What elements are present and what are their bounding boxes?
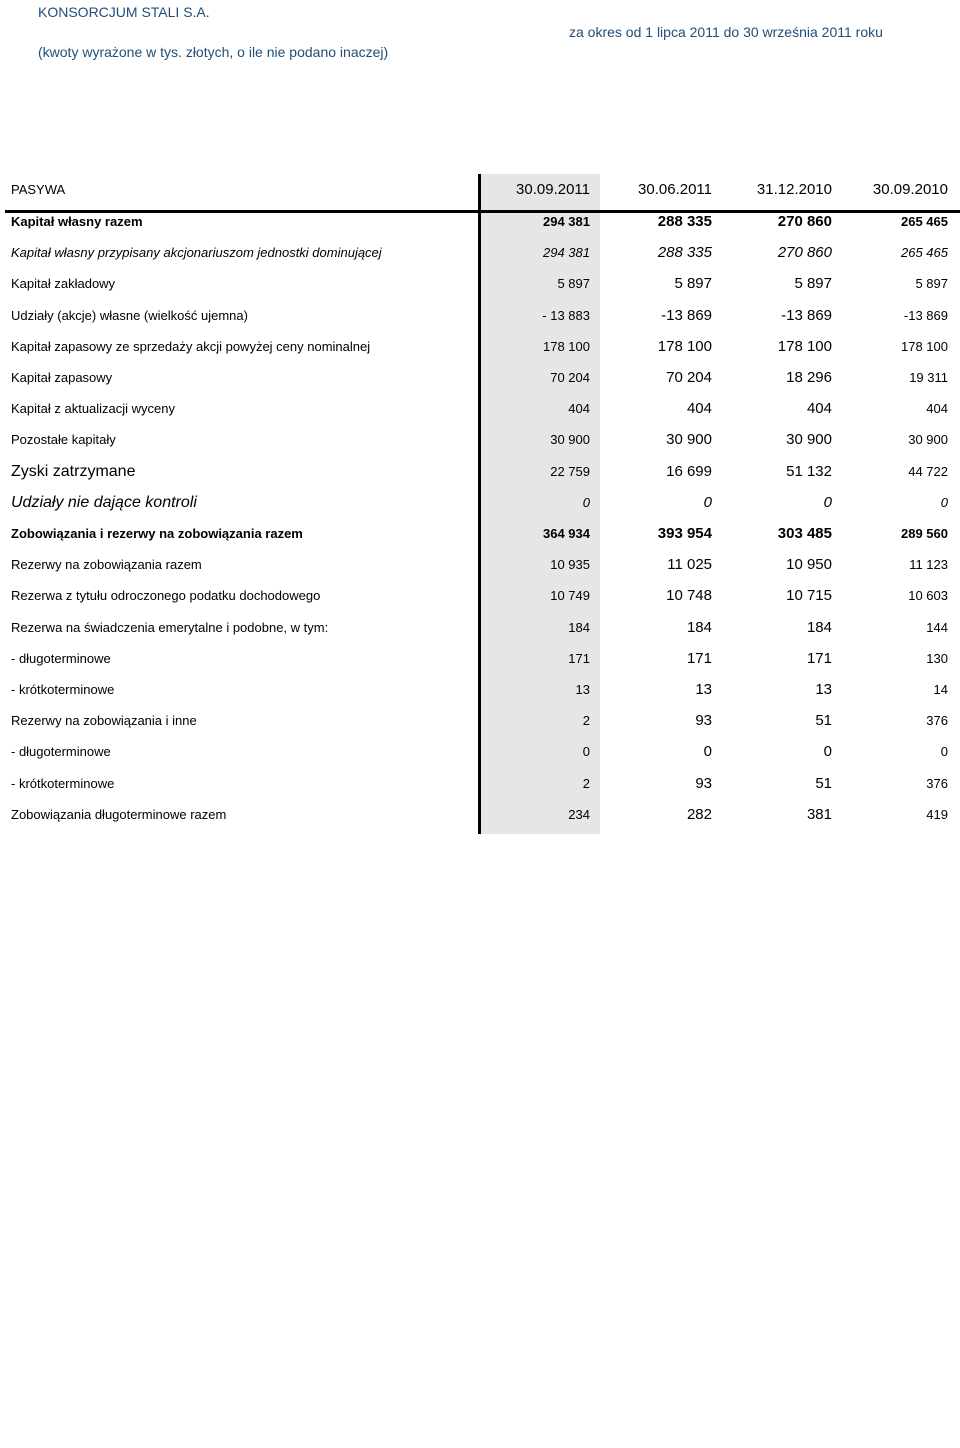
column-header: 30.06.2011 [638,181,712,198]
row-value: 184 [806,618,832,636]
row-value: 178 100 [657,337,712,355]
table-row [0,268,960,299]
row-value: 270 860 [777,244,832,262]
row-value: -13 869 [661,306,712,324]
row-value: 294 381 [543,245,590,261]
row-label: Kapitał zapasowy [11,370,113,385]
row-label: Udziały nie dające kontroli [11,493,197,511]
row-value: 130 [926,650,948,666]
row-value: 10 715 [786,587,832,605]
row-value: 5 897 [557,276,590,292]
row-value: 282 [686,805,712,823]
row-value: - 13 883 [542,307,590,323]
row-value: 288 335 [657,244,712,262]
row-value: 30 900 [550,432,590,448]
row-label: Zobowiązania długoterminowe razem [11,806,227,822]
row-label: - długoterminowe [11,650,111,666]
row-value: 404 [568,401,590,417]
row-value: 419 [926,806,948,822]
row-value: 18 296 [786,369,832,386]
row-label: Zobowiązania i rezerwy na zobowiązania razem [11,526,303,541]
row-value: 10 603 [908,588,948,604]
row-value: 30 900 [908,432,948,448]
row-value: 270 860 [777,213,832,230]
row-label: - krótkoterminowe [11,775,115,791]
company-name: KONSORCJUM STALI S.A. [38,4,210,20]
row-value: 289 560 [901,526,948,541]
row-value: 51 [815,712,832,730]
row-value: 10 935 [550,557,590,573]
row-value: 393 954 [657,525,712,542]
row-value: 0 [823,493,832,511]
row-value: 265 465 [901,214,948,229]
row-value: 44 722 [908,463,948,479]
row-value: 0 [703,743,712,761]
row-value: 70 204 [550,370,590,385]
row-value: 404 [686,400,712,418]
row-value: 404 [926,401,948,417]
units-note: (kwoty wyrażone w tys. złotych, o ile nie podano inaczej) [38,44,389,60]
row-value: 2 [582,775,590,791]
row-value: 178 100 [777,337,832,355]
table-row [0,300,960,331]
row-value: 5 897 [794,275,832,293]
column-header: 31.12.2010 [756,181,832,198]
row-value: 303 485 [777,525,832,542]
table-row [0,331,960,362]
table-row [0,580,960,611]
row-value: 51 132 [786,462,832,480]
table-row [0,206,960,237]
table-row [0,768,960,799]
row-value: 14 [933,682,948,697]
table-row [0,237,960,268]
row-value: 0 [582,744,590,760]
table-row [0,487,960,518]
table-row [0,393,960,424]
row-label: Zyski zatrzymane [11,462,136,480]
column-header: 30.09.2010 [872,181,948,198]
table-row [0,674,960,705]
table-row [0,612,960,643]
row-value: 376 [926,713,948,729]
row-value: 11 123 [909,557,948,573]
row-value: 13 [575,682,590,697]
row-value: 93 [695,712,712,730]
row-label: Kapitał z aktualizacji wyceny [11,401,176,417]
row-value: 184 [686,618,712,636]
table-row [0,549,960,580]
row-value: 171 [686,649,712,667]
table-row [0,799,960,830]
table-row [0,456,960,487]
row-value: -13 869 [781,306,832,324]
row-label: Kapitał własny przypisany akcjonariuszom jednostki dominującej [11,245,382,261]
table-row [0,518,960,549]
row-label: Kapitał zapasowy ze sprzedaży akcji powyżej ceny nominalnej [11,338,371,354]
row-label: Udziały (akcje) własne (wielkość ujemna) [11,307,248,323]
row-value: 0 [823,743,832,761]
row-value: 184 [568,619,590,635]
row-value: 288 335 [657,213,712,230]
row-label: Kapitał zakładowy [11,276,116,292]
row-value: 5 897 [674,275,712,293]
row-value: 178 100 [543,338,590,354]
row-value: 10 950 [786,556,832,574]
row-label: Kapitał własny razem [11,214,143,229]
row-label: Rezerwy na zobowiązania i inne [11,713,197,729]
row-value: 171 [806,649,832,667]
row-value: 30 900 [666,431,712,449]
row-value: 13 [815,681,832,698]
table-row [0,705,960,736]
row-label: - krótkoterminowe [11,682,115,697]
column-header: 30.09.2011 [516,181,590,198]
row-value: 19 311 [909,370,948,385]
row-value: 0 [582,494,590,510]
table-row [0,736,960,767]
row-value: 376 [926,775,948,791]
row-value: 13 [695,681,712,698]
row-label: Pozostałe kapitały [11,432,116,448]
row-value: 265 465 [901,245,948,261]
table-title: PASYWA [11,182,66,197]
row-label: - długoterminowe [11,744,111,760]
report-header [0,0,960,80]
table-header-row [0,174,960,205]
table-row [0,362,960,393]
row-value: 294 381 [543,214,590,229]
row-value: 0 [940,744,948,760]
row-value: 364 934 [543,526,590,541]
row-value: 22 759 [550,463,590,479]
row-value: 0 [940,494,948,510]
table-row [0,424,960,455]
row-value: 10 748 [666,587,712,605]
row-value: 144 [926,619,948,635]
row-value: 30 900 [786,431,832,449]
row-value: -13 869 [903,307,948,323]
row-value: 51 [815,774,832,792]
table-row [0,643,960,674]
row-label: Rezerwa na świadczenia emerytalne i podobne, w tym: [11,619,329,635]
row-value: 178 100 [901,338,948,354]
row-value: 0 [703,493,712,511]
row-value: 381 [806,805,832,823]
row-value: 171 [568,650,590,666]
row-value: 10 749 [550,588,590,604]
row-value: 404 [806,400,832,418]
row-value: 2 [582,713,590,729]
row-value: 11 025 [667,556,712,574]
row-value: 234 [568,806,590,822]
row-label: Rezerwy na zobowiązania razem [11,557,202,573]
row-value: 5 897 [915,276,948,292]
row-label: Rezerwa z tytułu odroczonego podatku dochodowego [11,588,321,604]
row-value: 16 699 [666,462,712,480]
row-value: 93 [695,774,712,792]
row-value: 70 204 [666,369,712,386]
report-period: za okres od 1 lipca 2011 do 30 września 2011 roku [569,24,883,40]
